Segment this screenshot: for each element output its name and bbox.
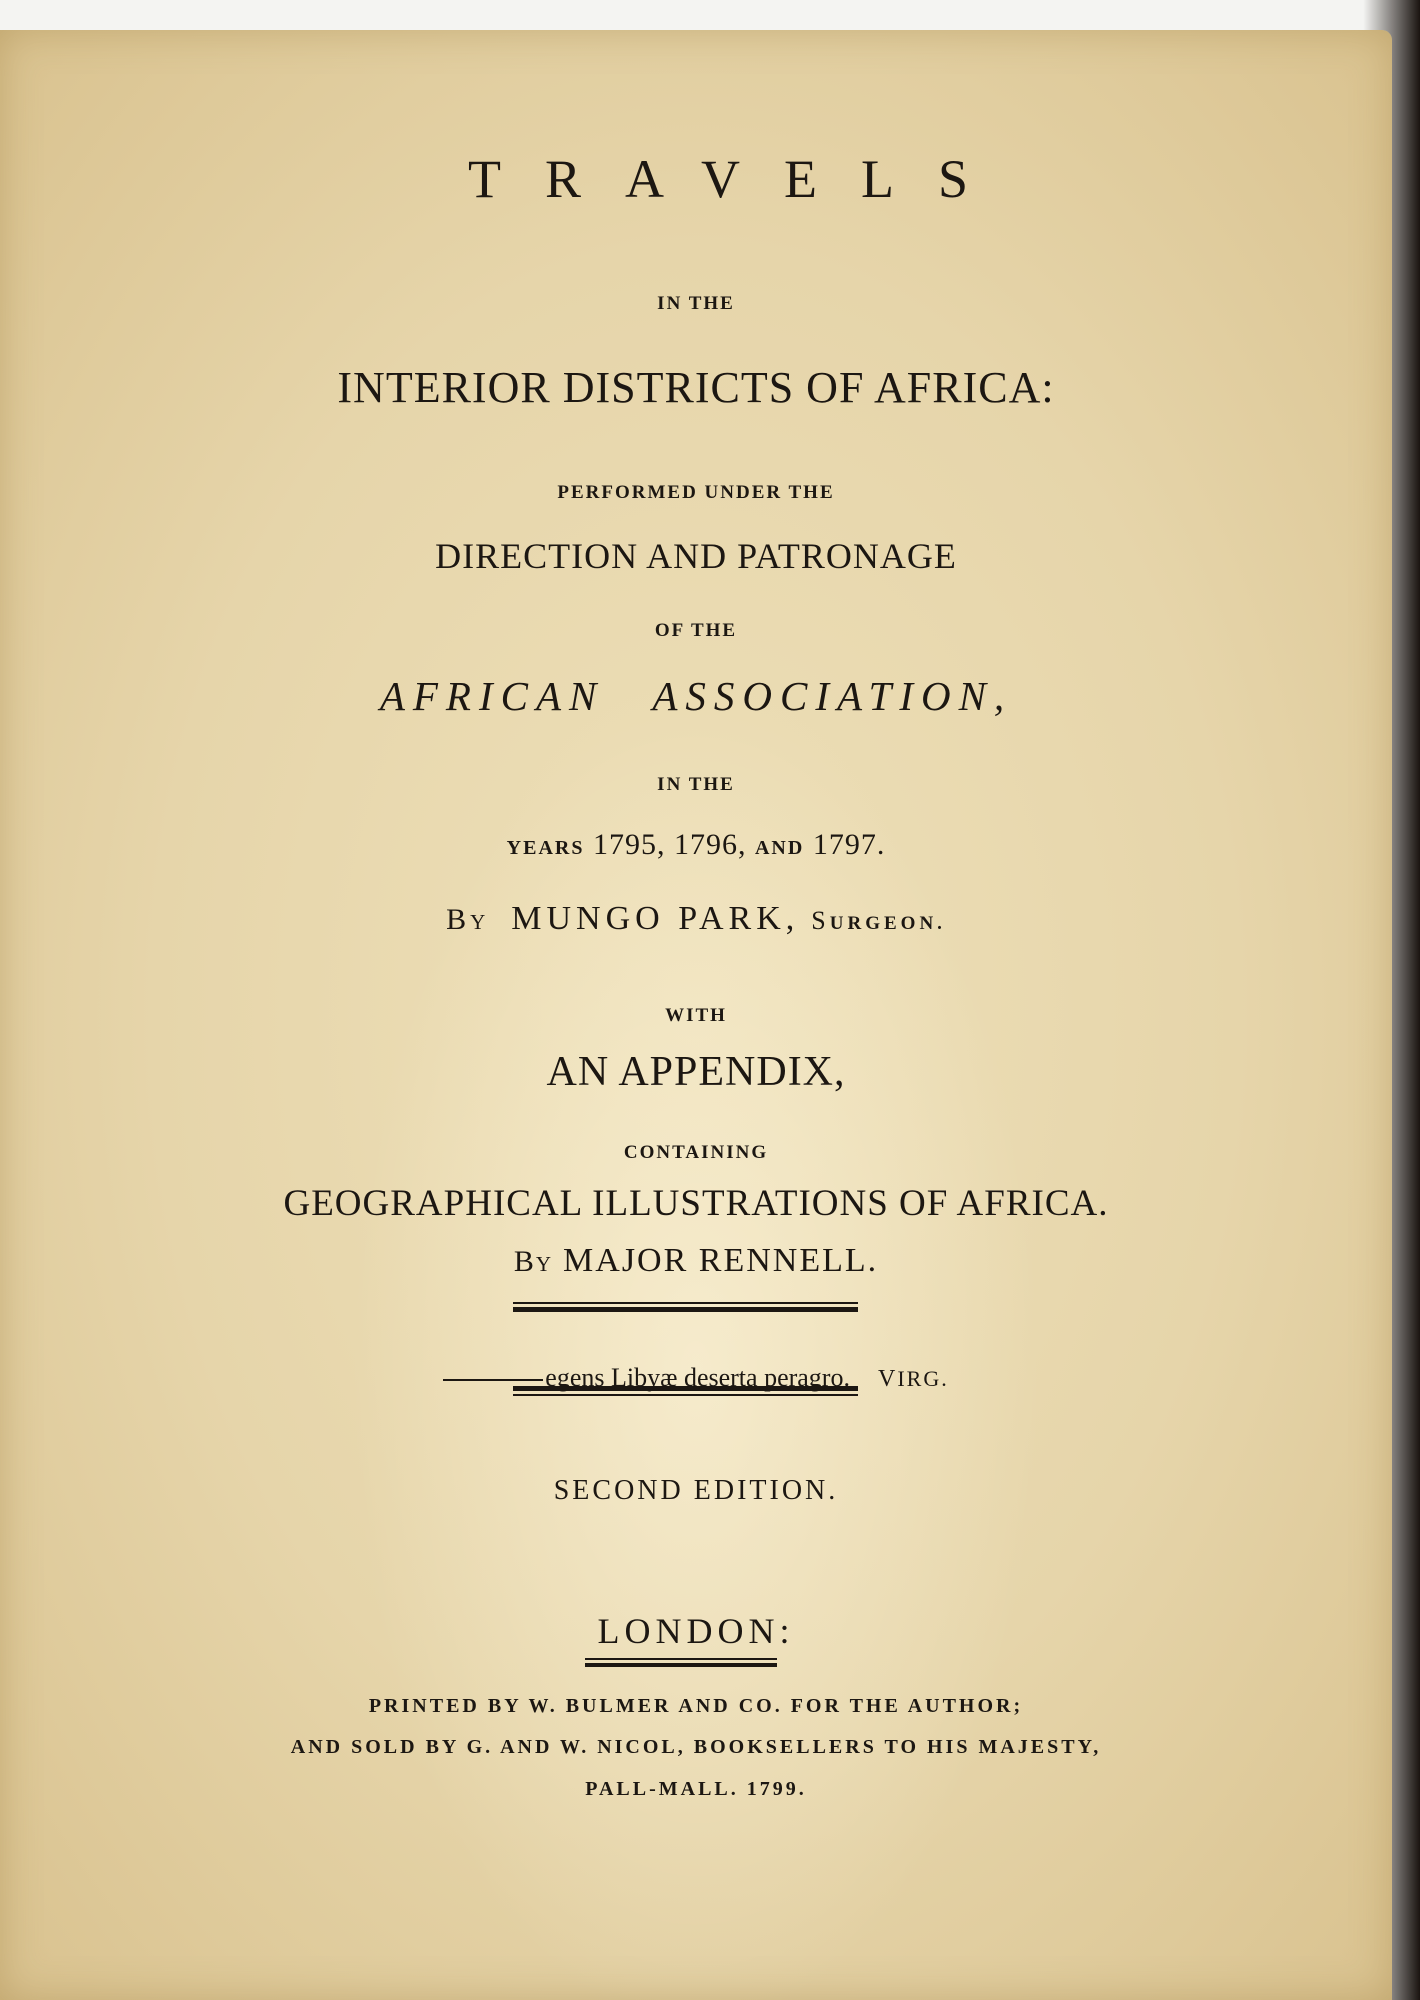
virg-rest: IRG. — [897, 1366, 949, 1391]
appendix-heading: AN APPENDIX, — [546, 1049, 846, 1095]
year-1796: 1796, — [673, 828, 747, 861]
rennell-byline — [0, 1242, 1392, 1280]
by2-initial: B — [513, 1245, 536, 1278]
association-word-1: AFRICAN — [379, 673, 605, 719]
surgeon-initial: S — [811, 906, 830, 935]
direction-patronage-heading: DIRECTION AND PATRONAGE — [435, 536, 957, 576]
years-word: YEARS — [506, 837, 585, 859]
title-page — [0, 30, 1392, 2000]
performed-under-line: PERFORMED UNDER THE — [557, 482, 835, 503]
city-rule-thin — [585, 1658, 777, 1660]
by2-rest: Y — [535, 1252, 554, 1276]
association-word-2: ASSOCIATION, — [652, 673, 1013, 719]
containing-line: CONTAINING — [623, 1142, 769, 1163]
city-line: LONDON: — [597, 1611, 795, 1651]
motto-text: egens Libyæ deserta peragro. — [545, 1363, 850, 1392]
in-the-line-2: IN THE — [657, 774, 735, 795]
author-name: MUNGO PARK, — [511, 900, 800, 937]
years-line — [0, 828, 1392, 862]
with-line: WITH — [665, 1005, 727, 1026]
in-the-line: IN THE — [657, 293, 735, 314]
rennell-name: MAJOR RENNELL. — [563, 1242, 879, 1279]
and-word: AND — [754, 837, 805, 859]
double-rule-top-thick — [513, 1307, 858, 1312]
virg-initial: V — [877, 1366, 898, 1392]
interior-districts-heading: INTERIOR DISTRICTS OF AFRICA: — [337, 363, 1055, 412]
year-1797: 1797. — [812, 828, 886, 861]
imprint-line-2: AND SOLD BY G. AND W. NICOL, BOOKSELLERS TO HIS MAJESTY, — [290, 1736, 1102, 1758]
motto-dash — [443, 1379, 543, 1381]
virgil-attribution — [878, 1366, 949, 1391]
surgeon-rest: URGEON. — [829, 913, 946, 934]
double-rule-bottom-thin — [513, 1394, 858, 1396]
city-rule-thick — [585, 1663, 777, 1667]
by-rest: Y — [470, 910, 490, 934]
by-initial: B — [446, 903, 471, 936]
edition-line: SECOND EDITION. — [553, 1475, 839, 1506]
double-rule-top-thin — [513, 1302, 858, 1304]
book-title: TRAVELS — [467, 149, 1013, 209]
imprint-line-3: PALL-MALL. 1799. — [585, 1778, 807, 1800]
double-rule-bottom-thick — [513, 1386, 858, 1391]
geographical-illustrations-heading: GEOGRAPHICAL ILLUSTRATIONS OF AFRICA. — [283, 1183, 1109, 1224]
author-line — [0, 900, 1392, 938]
african-association-heading — [0, 672, 1392, 720]
year-1795: 1795, — [592, 828, 666, 861]
imprint-line-1: PRINTED BY W. BULMER AND CO. FOR THE AUTHOR; — [368, 1695, 1024, 1717]
of-the-line: OF THE — [654, 620, 738, 641]
